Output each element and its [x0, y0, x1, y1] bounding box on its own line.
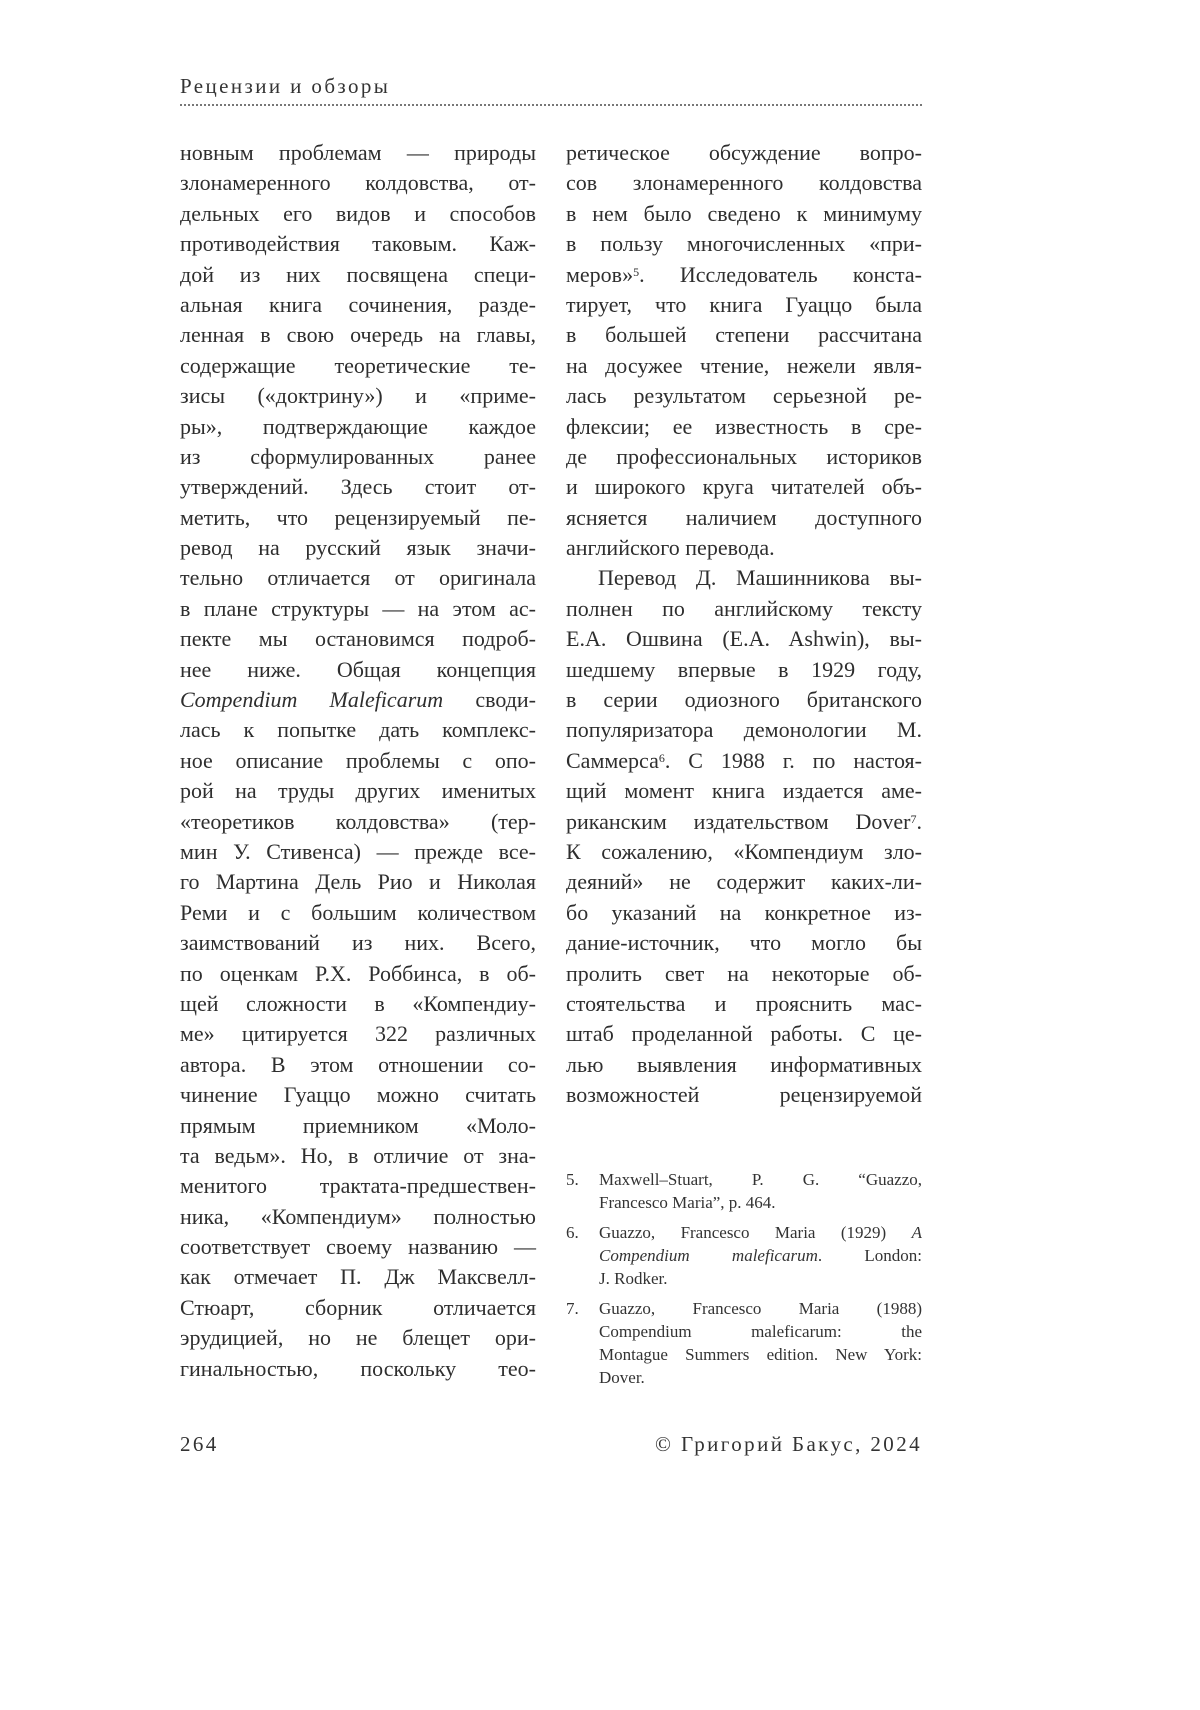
text-segment: Maxwell–Stuart, P. G. “Guazzo, — [599, 1170, 922, 1189]
text-line — [180, 928, 536, 958]
text-line — [566, 746, 922, 776]
text-line — [566, 503, 922, 533]
text-line — [180, 1111, 536, 1141]
text-line — [180, 381, 536, 411]
text-segment: К сожалению, «Компендиум зло- — [566, 839, 922, 864]
text-line — [180, 351, 536, 381]
left-text-column — [180, 138, 536, 1384]
text-line — [566, 807, 922, 837]
footnote-line — [599, 1267, 922, 1290]
copyright-notice: © Григорий Бакус, 2024 — [655, 1432, 922, 1457]
text-line — [180, 776, 536, 806]
text-line — [180, 1232, 536, 1262]
text-segment: Guazzo, Francesco Maria (1988) — [599, 1299, 922, 1318]
text-line — [566, 867, 922, 897]
text-segment: новным проблемам — природы — [180, 140, 536, 165]
footnote-line — [599, 1168, 922, 1191]
text-segment: и широкого круга читателей объ- — [566, 474, 922, 499]
text-segment: пекте мы остановимся подроб- — [180, 626, 536, 651]
text-segment: флексии; ее известность в сре- — [566, 414, 922, 439]
text-segment: из сформулированных ранее — [180, 444, 536, 469]
text-segment: на досужее чтение, нежели явля- — [566, 353, 922, 378]
text-line — [180, 1019, 536, 1049]
text-line — [180, 290, 536, 320]
text-line — [566, 260, 922, 290]
text-segment: содержащие теоретические те- — [180, 353, 536, 378]
text-segment: гинальностью, поскольку тео- — [180, 1356, 536, 1381]
text-segment: ника, «Компендиум» полностью — [180, 1204, 536, 1229]
text-segment: сов злонамеренного колдовства — [566, 170, 922, 195]
text-segment: соответствует своему названию — — [180, 1234, 536, 1259]
footnote-line — [599, 1244, 922, 1267]
text-segment: дание-источник, что могло бы — [566, 930, 922, 955]
text-line — [180, 898, 536, 928]
text-segment: по оценкам Р.Х. Роббинса, в об- — [180, 961, 536, 986]
text-segment: дой из них посвящена специ- — [180, 262, 536, 287]
text-line — [180, 1293, 536, 1323]
header-dotted-rule — [180, 104, 922, 106]
text-line — [566, 685, 922, 715]
text-segment: Montague Summers edition. New York: — [599, 1345, 922, 1364]
text-line — [180, 746, 536, 776]
text-line — [180, 533, 536, 563]
text-line — [180, 472, 536, 502]
text-line — [566, 1050, 922, 1080]
text-segment: J. Rodker. — [599, 1269, 667, 1288]
text-segment: в серии одиозного британского — [566, 687, 922, 712]
footnote-line — [599, 1297, 922, 1320]
text-segment: чинение Гуаццо можно считать — [180, 1082, 536, 1107]
text-segment: го Мартина Дель Рио и Николая — [180, 869, 536, 894]
text-line — [566, 442, 922, 472]
footnote-line — [599, 1320, 922, 1343]
text-line — [180, 1080, 536, 1110]
text-segment: возможностей рецензируемой — [566, 1082, 922, 1107]
text-line — [180, 1141, 536, 1171]
text-line — [180, 959, 536, 989]
text-segment: деяний» не содержит каких-ли- — [566, 869, 922, 894]
text-segment: как отмечает П. Дж Максвелл- — [180, 1264, 536, 1289]
text-segment: Dover. — [599, 1368, 645, 1387]
footnote-line — [599, 1221, 922, 1244]
text-segment: ретическое обсуждение вопро- — [566, 140, 922, 165]
text-segment: прямым приемником «Моло- — [180, 1113, 536, 1138]
text-segment: риканским издательством Dover — [566, 809, 911, 834]
text-line — [566, 381, 922, 411]
text-segment: заимствований из них. Всего, — [180, 930, 536, 955]
text-segment: альная книга сочинения, разде- — [180, 292, 536, 317]
text-segment: Francesco Maria”, p. 464. — [599, 1193, 776, 1212]
footnote-text — [599, 1297, 922, 1389]
text-segment: Guazzo, Francesco Maria (1929) — [599, 1223, 912, 1242]
text-segment: метить, что рецензируемый пе- — [180, 505, 536, 530]
text-segment: меров» — [566, 262, 633, 287]
text-line — [180, 624, 536, 654]
text-line — [566, 1080, 922, 1110]
running-header: Рецензии и обзоры — [180, 74, 390, 99]
text-segment: Compendium maleficarum: the — [599, 1322, 922, 1341]
text-line — [566, 563, 922, 593]
text-line — [180, 685, 536, 715]
text-segment: пролить свет на некоторые об- — [566, 961, 922, 986]
text-line — [566, 229, 922, 259]
footnotes — [566, 1168, 922, 1396]
text-line — [566, 715, 922, 745]
text-segment: ленная в свою очередь на главы, — [180, 322, 536, 347]
text-segment: лась к попытке дать комплекс- — [180, 717, 536, 742]
text-line — [566, 1019, 922, 1049]
text-line — [566, 412, 922, 442]
text-line — [566, 138, 922, 168]
text-line — [180, 594, 536, 624]
text-segment: утверждений. Здесь стоит от- — [180, 474, 536, 499]
text-segment: лью выявления информативных — [566, 1052, 922, 1077]
footnote — [566, 1221, 922, 1290]
text-line — [566, 624, 922, 654]
text-line — [180, 563, 536, 593]
text-line — [180, 837, 536, 867]
text-line — [180, 412, 536, 442]
text-line — [180, 229, 536, 259]
text-line — [180, 442, 536, 472]
text-segment: щей сложности в «Компендиу- — [180, 991, 536, 1016]
text-line — [566, 989, 922, 1019]
text-segment: лась результатом серьезной ре- — [566, 383, 922, 408]
footnote-line — [599, 1343, 922, 1366]
text-segment: Саммерса — [566, 748, 659, 773]
text-line — [180, 1354, 536, 1384]
text-segment: . С 1988 г. по настоя- — [665, 748, 922, 773]
text-segment: A — [912, 1223, 922, 1242]
text-line — [566, 776, 922, 806]
text-line — [566, 533, 922, 563]
text-segment: та ведьм». Но, в отличие от зна- — [180, 1143, 536, 1168]
footnote — [566, 1297, 922, 1389]
text-line — [180, 1171, 536, 1201]
text-segment: Compendium Maleficarum — [180, 687, 443, 712]
text-segment: английского перевода. — [566, 535, 775, 560]
text-segment: рой на труды других именитых — [180, 778, 536, 803]
text-line — [180, 320, 536, 350]
text-line — [566, 320, 922, 350]
text-line — [180, 503, 536, 533]
text-segment: дельных его видов и способов — [180, 201, 536, 226]
text-segment: бо указаний на конкретное из- — [566, 900, 922, 925]
text-segment: Стюарт, сборник отличается — [180, 1295, 536, 1320]
text-segment: противодействия таковым. Каж- — [180, 231, 536, 256]
text-line — [180, 260, 536, 290]
text-line — [180, 1262, 536, 1292]
footnote-number: 6. — [566, 1221, 599, 1290]
text-line — [180, 1050, 536, 1080]
footnote-number: 7. — [566, 1297, 599, 1389]
text-segment: тельно отличается от оригинала — [180, 565, 536, 590]
text-line — [566, 594, 922, 624]
text-segment: «теоретиков колдовства» (тер- — [180, 809, 536, 834]
text-segment: Compendium maleficarum — [599, 1246, 818, 1265]
text-segment: Е.А. Ошвина (E.A. Ashwin), вы- — [566, 626, 922, 651]
text-segment: полнен по английскому тексту — [566, 596, 922, 621]
text-line — [566, 928, 922, 958]
text-segment: де профессиональных историков — [566, 444, 922, 469]
text-line — [566, 351, 922, 381]
footnote-reference[interactable]: 6 — [659, 751, 665, 765]
footnote-reference[interactable]: 5 — [633, 265, 639, 279]
footnote-reference[interactable]: 7 — [911, 812, 917, 826]
text-segment: штаб проделанной работы. С це- — [566, 1021, 922, 1046]
text-segment: популяризатора демонологии М. — [566, 717, 922, 742]
text-line — [180, 715, 536, 745]
text-line — [566, 655, 922, 685]
text-segment: в большей степени рассчитана — [566, 322, 922, 347]
right-text-column — [566, 138, 922, 1111]
text-segment: ры», подтверждающие каждое — [180, 414, 536, 439]
text-segment: мин У. Стивенса) — прежде все- — [180, 839, 536, 864]
text-segment: щий момент книга издается аме- — [566, 778, 922, 803]
text-segment: в пользу многочисленных «при- — [566, 231, 922, 256]
text-line — [180, 989, 536, 1019]
text-segment: Реми и с большим количеством — [180, 900, 536, 925]
text-line — [180, 867, 536, 897]
text-segment: злонамеренного колдовства, от- — [180, 170, 536, 195]
text-segment: ясняется наличием доступного — [566, 505, 922, 530]
text-line — [566, 168, 922, 198]
text-segment: эрудицией, но не блещет ори- — [180, 1325, 536, 1350]
text-line — [566, 898, 922, 928]
text-line — [566, 199, 922, 229]
text-line — [566, 472, 922, 502]
text-line — [180, 655, 536, 685]
text-segment: шедшему впервые в 1929 году, — [566, 657, 922, 682]
text-segment: зисы («доктрину») и «приме- — [180, 383, 536, 408]
footnote-line — [599, 1366, 922, 1389]
text-line — [566, 959, 922, 989]
text-line — [180, 807, 536, 837]
text-line — [566, 837, 922, 867]
footnote-text — [599, 1221, 922, 1290]
text-segment: . — [917, 809, 923, 834]
text-line — [566, 290, 922, 320]
text-segment: ме» цитируется 322 различных — [180, 1021, 536, 1046]
footnote — [566, 1168, 922, 1214]
text-segment: . London: — [818, 1246, 922, 1265]
text-segment: ное описание проблемы с опо- — [180, 748, 536, 773]
text-segment: в нем было сведено к минимуму — [566, 201, 922, 226]
text-segment: в плане структуры — на этом ас- — [180, 596, 536, 621]
text-segment: стоятельства и прояснить мас- — [566, 991, 922, 1016]
text-segment: нее ниже. Общая концепция — [180, 657, 536, 682]
page-number: 264 — [180, 1432, 219, 1457]
text-segment: своди- — [443, 687, 536, 712]
text-segment: . Исследователь конста- — [639, 262, 922, 287]
text-line — [180, 138, 536, 168]
text-line — [180, 1323, 536, 1353]
text-segment: Перевод Д. Машинникова вы- — [598, 565, 922, 590]
text-line — [180, 168, 536, 198]
footnote-text — [599, 1168, 922, 1214]
text-segment: тирует, что книга Гуаццо была — [566, 292, 922, 317]
text-segment: менитого трактата-предшествен- — [180, 1173, 536, 1198]
footnote-line — [599, 1191, 922, 1214]
text-line — [180, 1202, 536, 1232]
footnote-number: 5. — [566, 1168, 599, 1214]
text-segment: автора. В этом отношении со- — [180, 1052, 536, 1077]
text-segment: ревод на русский язык значи- — [180, 535, 536, 560]
text-line — [180, 199, 536, 229]
